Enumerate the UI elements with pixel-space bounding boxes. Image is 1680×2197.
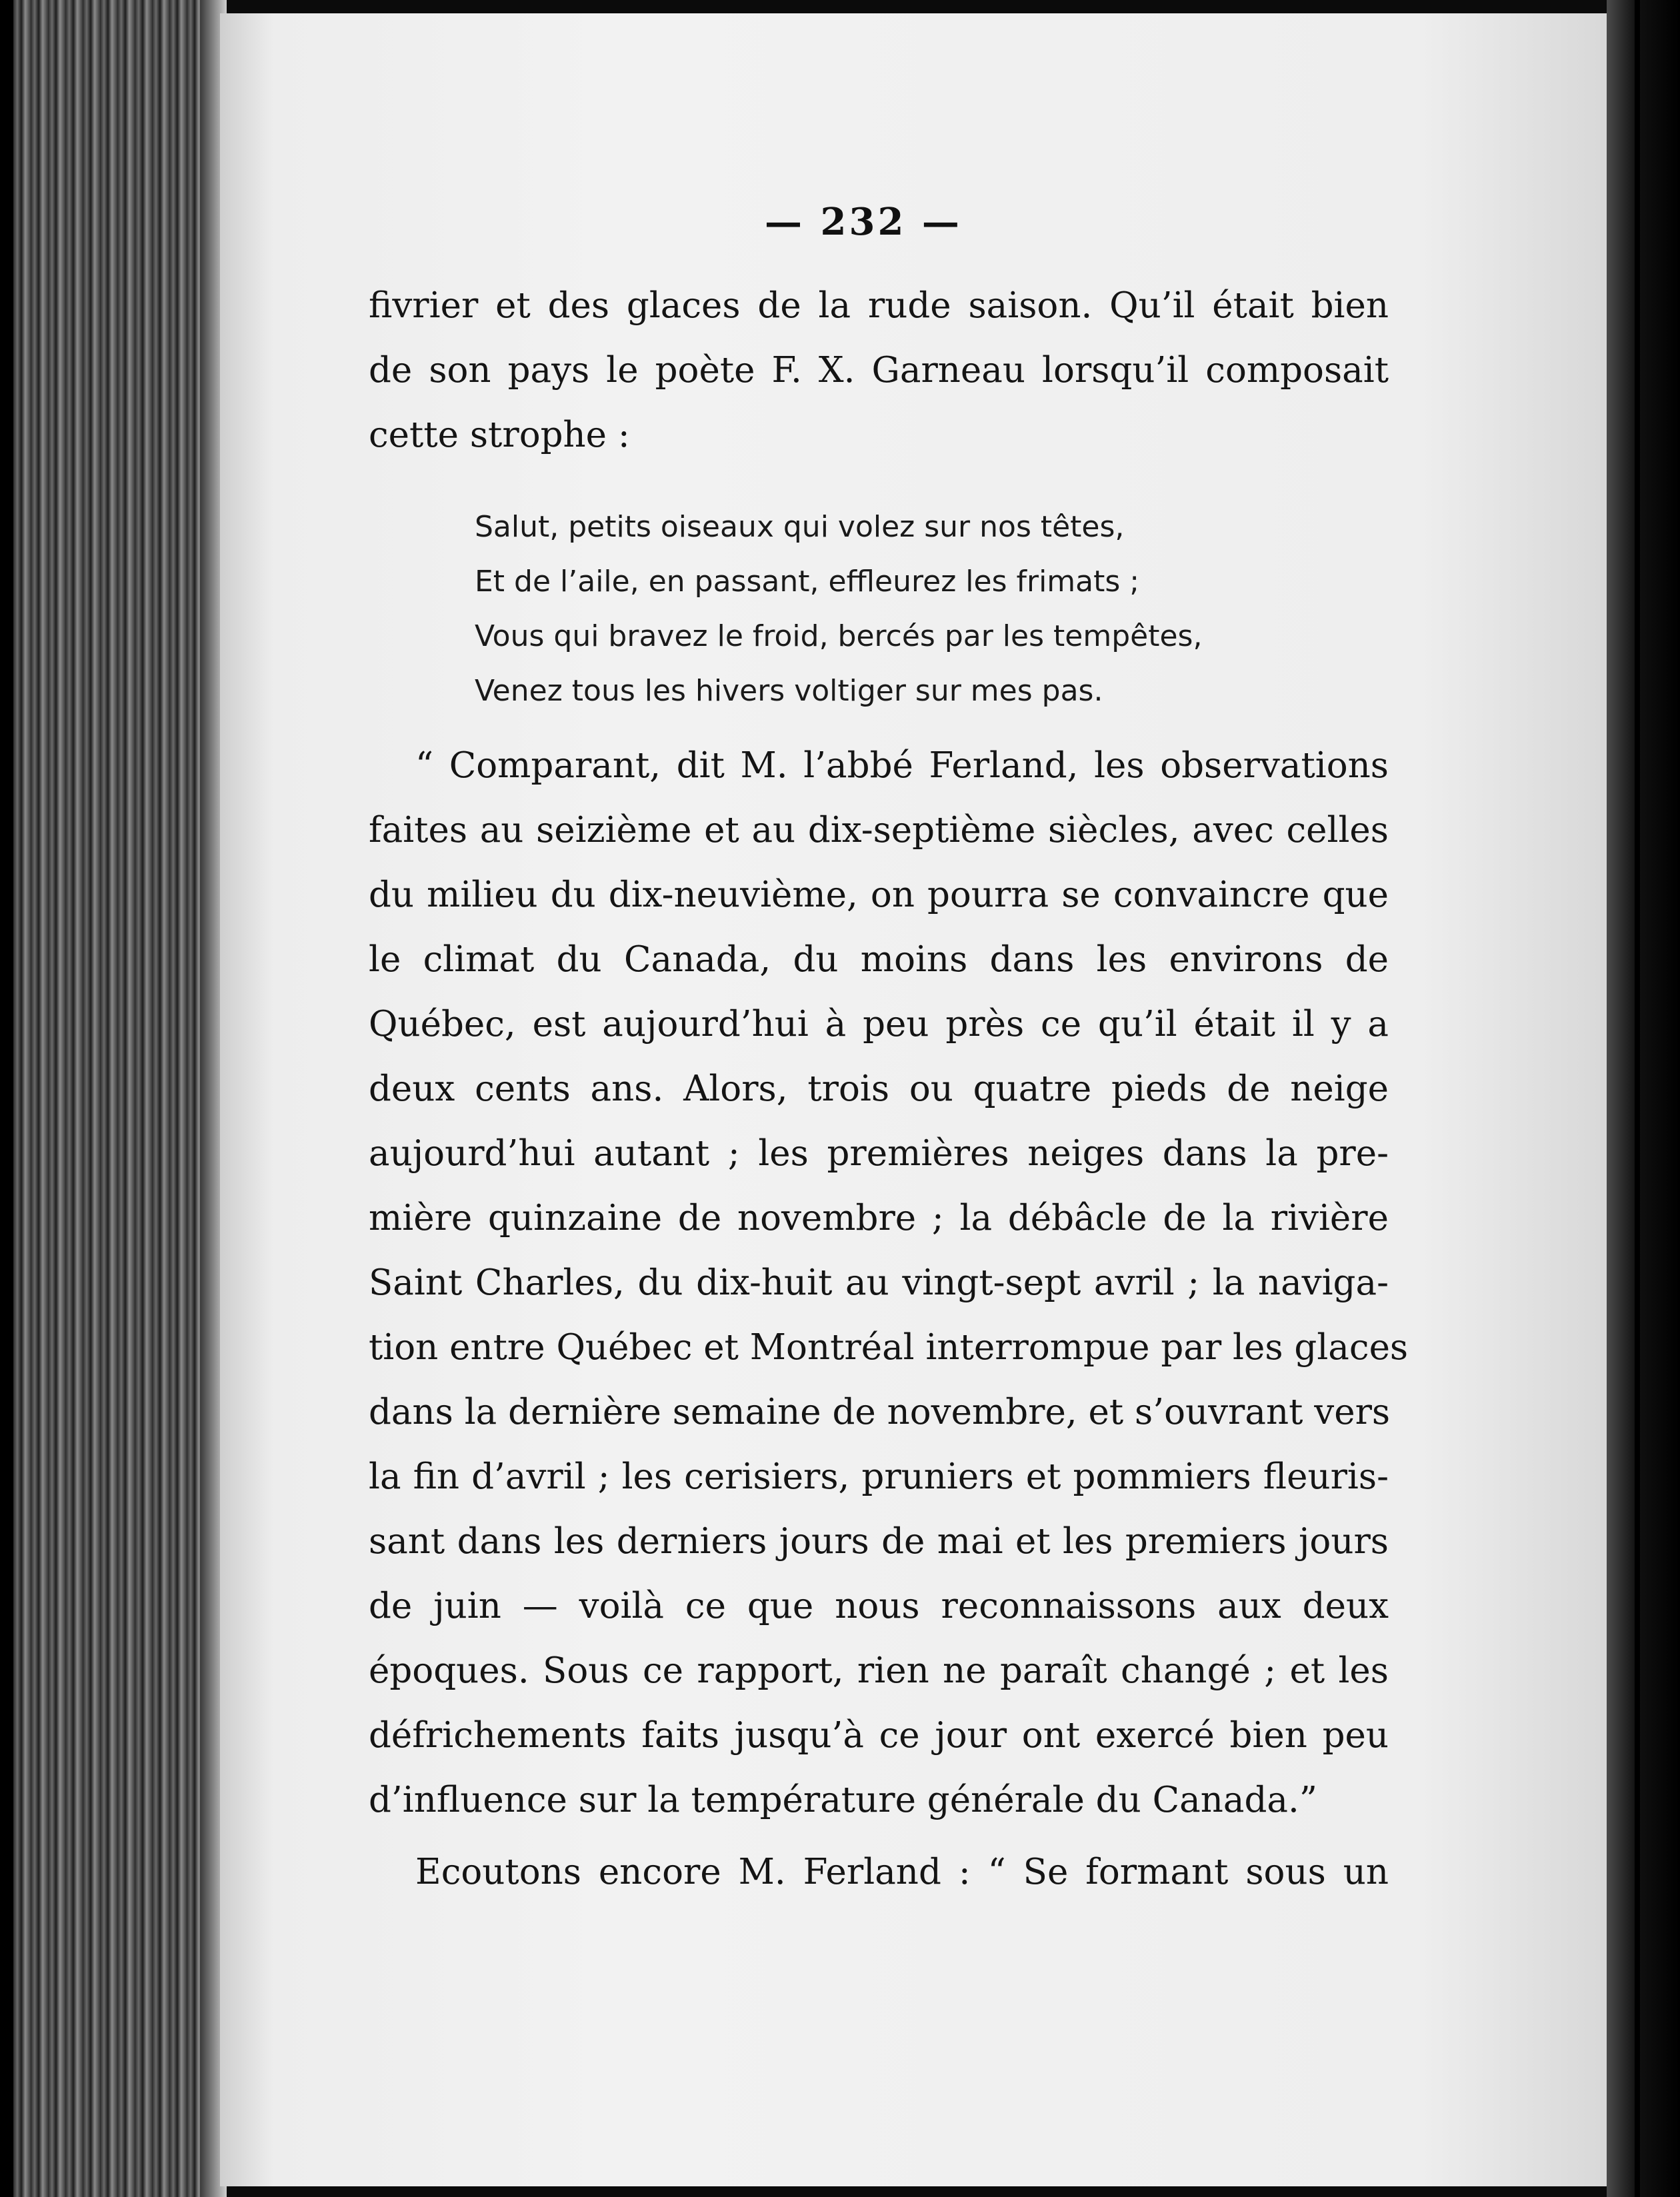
text-line: faites au seizième et au dix-septième siècles, avec celles [369,810,1389,851]
quote-paragraph [369,733,1409,1832]
verse-line: Et de l’aile, en passant, effleurez les frimats ; [475,565,1140,599]
text-line: ﬁvrier et des glaces de la rude saison. Qu’il était bien [369,285,1389,326]
text-line: “ Comparant, dit M. l’abbé Ferland, les observations [415,745,1389,786]
text-line: dans la dernière semaine de novembre, et s’ouvrant vers [369,1392,1391,1432]
text-line: aujourd’hui autant ; les premières neiges dans la pre- [369,1133,1389,1174]
page-number: — 232 — [765,200,962,244]
text-line: sant dans les derniers jours de mai et les premiers jours [369,1521,1389,1562]
text-line: défrichements faits jusqu’à ce jour ont exercé bien peu [369,1715,1389,1756]
text-line: d’influence sur la température générale du Canada.” [369,1780,1317,1820]
book-gutter [1607,0,1680,2197]
verse-stanza [475,500,1308,719]
text-line: de juin — voilà ce que nous reconnaissons aux deux [369,1586,1389,1626]
text-line: la fin d’avril ; les cerisiers, pruniers et pommiers fleuris- [369,1456,1389,1497]
verse-line: Venez tous les hivers voltiger sur mes pas. [475,674,1103,708]
last-paragraph [369,1840,1389,1904]
text-line: mière quinzaine de novembre ; la débâcle de la rivière [369,1198,1389,1238]
text-line: Québec, est aujourd’hui à peu près ce qu’il était il y a [369,1004,1389,1045]
text-line: Saint Charles, du dix-huit au vingt-sept avril ; la naviga- [369,1262,1389,1303]
text-line: époques. Sous ce rapport, rien ne paraît changé ; et les [369,1650,1389,1691]
text-line: deux cents ans. Alors, trois ou quatre pieds de neige [369,1069,1389,1109]
verse-line: Vous qui bravez le froid, bercés par les tempêtes, [475,619,1203,653]
paragraph-top [369,273,1389,467]
text-line: le climat du Canada, du moins dans les environs de [369,939,1389,980]
book-fore-edge [13,0,207,2197]
gutter-line [1635,0,1640,2197]
verse-line: Salut, petits oiseaux qui volez sur nos têtes, [475,510,1125,544]
text-line: Ecoutons encore M. Ferland : “ Se formant sous un [415,1852,1389,1892]
text-line: du milieu du dix-neuvième, on pourra se convaincre que [369,875,1389,915]
text-line: tion entre Québec et Montréal interrompue par les glaces [369,1327,1409,1368]
text-line: de son pays le poète F. X. Garneau lorsqu’il composait [369,350,1389,391]
text-line: cette strophe : [369,415,630,455]
